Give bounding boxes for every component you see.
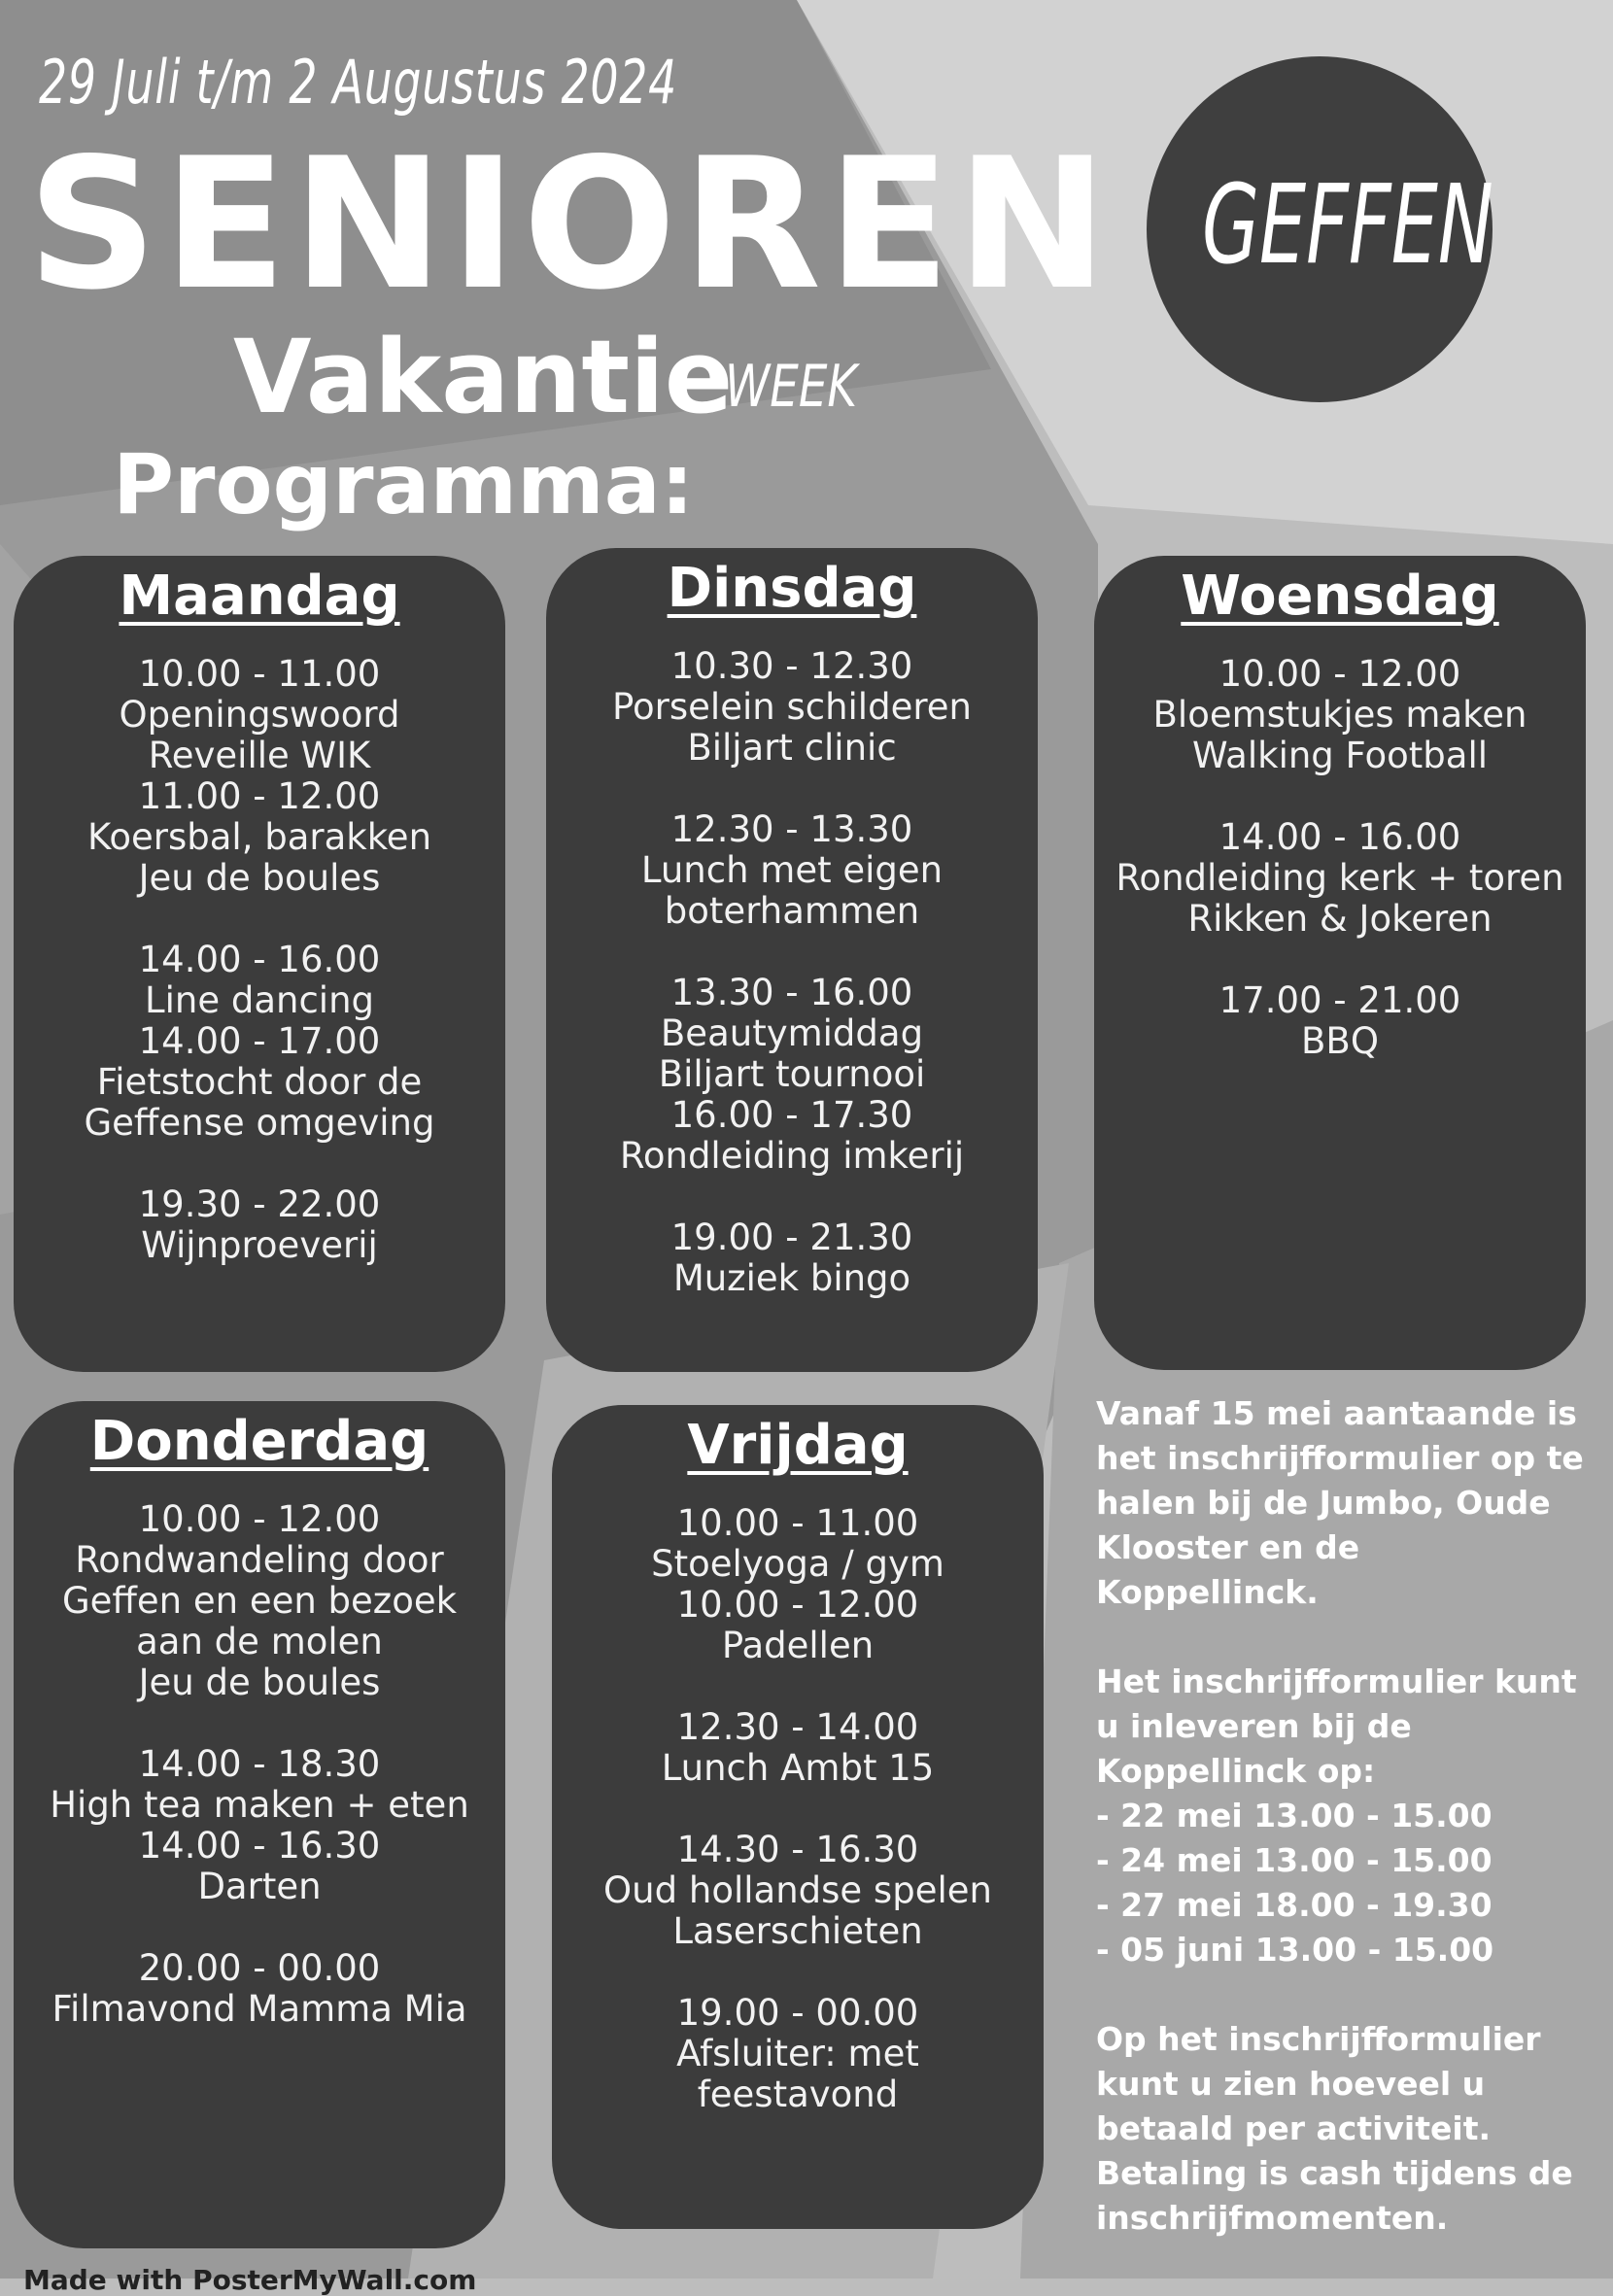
info-line: Op het inschrijfformulier xyxy=(1096,2020,1541,2058)
program-line: Lunch met eigen xyxy=(640,849,944,892)
program-line: Walking Football xyxy=(1191,735,1489,777)
info-line: Koppellinck op: xyxy=(1096,1752,1376,1790)
program-line: Beautymiddag xyxy=(660,1012,924,1055)
day-title: Woensdag xyxy=(1181,565,1499,628)
info-line: - 24 mei 13.00 - 15.00 xyxy=(1096,1841,1493,1879)
info-line: halen bij de Jumbo, Oude xyxy=(1096,1484,1551,1522)
program-line: Fietstocht door de xyxy=(96,1061,423,1104)
program-line xyxy=(552,1666,1044,1707)
program-line: 10.00 - 12.00 xyxy=(138,1498,381,1541)
program-line xyxy=(552,1789,1044,1830)
program-line: Rondwandeling door xyxy=(75,1539,444,1582)
program-line: Lunch Ambt 15 xyxy=(661,1747,935,1790)
program-line: 10.00 - 11.00 xyxy=(676,1502,919,1545)
program-line: Bloemstukjes maken xyxy=(1152,694,1527,737)
program-line xyxy=(14,1703,505,1744)
poster-title: SENIOREN xyxy=(27,119,1114,329)
day-card-maandag xyxy=(14,556,505,1372)
day-title: Dinsdag xyxy=(667,557,917,620)
day-title: Donderdag xyxy=(89,1410,429,1473)
poster-subtitle-suffix: WEEK xyxy=(725,353,858,421)
program-line: Geffense omgeving xyxy=(84,1102,435,1145)
program-line: Afsluiter: met xyxy=(676,2033,919,2075)
program-line: Rondleiding imkerij xyxy=(619,1135,965,1178)
program-line: Biljart tournooi xyxy=(658,1053,926,1096)
day-title: Vrijdag xyxy=(687,1414,909,1477)
program-line: 11.00 - 12.00 xyxy=(138,775,381,818)
program-line: 20.00 - 00.00 xyxy=(138,1947,381,1990)
program-line: Jeu de boules xyxy=(138,857,381,900)
program-line: 14.00 - 16.30 xyxy=(138,1825,381,1868)
program-line xyxy=(1094,776,1586,817)
poster-subtitle: Vakantie xyxy=(233,318,734,436)
program-line xyxy=(546,932,1038,973)
program-line xyxy=(1094,940,1586,980)
day-card-dinsdag xyxy=(546,548,1038,1372)
program-line: Line dancing xyxy=(144,979,375,1022)
info-line: Het inschrijfformulier kunt xyxy=(1096,1662,1577,1700)
program-line: 14.30 - 16.30 xyxy=(676,1829,919,1871)
program-line: Oud hollandse spelen xyxy=(603,1869,992,1912)
program-line xyxy=(14,1144,505,1184)
location-name: GEFFEN xyxy=(1201,162,1493,289)
info-line xyxy=(1096,1972,1601,2017)
info-line: kunt u zien hoeveel u xyxy=(1096,2065,1486,2103)
info-line: Betaling is cash tijdens de xyxy=(1096,2154,1573,2192)
program-line: Muziek bingo xyxy=(672,1257,911,1300)
program-line: Filmavond Mamma Mia xyxy=(51,1988,467,2031)
info-line: - 27 mei 18.00 - 19.30 xyxy=(1096,1886,1493,1924)
program-line: Darten xyxy=(197,1866,322,1908)
program-line: 10.00 - 11.00 xyxy=(138,653,381,696)
program-line: 13.30 - 16.00 xyxy=(670,972,913,1014)
program-line: Padellen xyxy=(721,1625,875,1667)
program-line: 14.00 - 16.00 xyxy=(1218,816,1461,859)
info-line: betaald per activiteit. xyxy=(1096,2109,1492,2147)
location-badge xyxy=(1147,56,1493,402)
program-line: Porselein schilderen xyxy=(612,686,972,729)
program-line: Rikken & Jokeren xyxy=(1187,898,1493,941)
info-line: Vanaf 15 mei aantaande is xyxy=(1096,1394,1577,1432)
event-date: 29 Juli t/m 2 Augustus 2024 xyxy=(39,47,678,118)
program-line: Stoelyoga / gym xyxy=(651,1543,944,1586)
info-line: Koppellinck. xyxy=(1096,1573,1319,1611)
program-line: Biljart clinic xyxy=(687,727,897,770)
program-line xyxy=(546,1177,1038,1217)
program-heading: Programma: xyxy=(113,436,695,533)
day-title: Maandag xyxy=(119,565,400,628)
program-line: Laserschieten xyxy=(672,1910,923,1953)
info-line: - 05 juni 13.00 - 15.00 xyxy=(1096,1931,1494,1969)
day-card-vrijdag xyxy=(552,1405,1044,2229)
program-line: High tea maken + eten xyxy=(50,1784,469,1827)
program-line: 12.30 - 14.00 xyxy=(676,1706,919,1749)
info-line: - 22 mei 13.00 - 15.00 xyxy=(1096,1797,1493,1834)
program-line: boterhammen xyxy=(664,890,920,933)
program-line: 10.30 - 12.30 xyxy=(670,645,913,688)
program-line: 19.00 - 00.00 xyxy=(676,1992,919,2035)
info-line: u inleveren bij de xyxy=(1096,1707,1412,1745)
program-line: 19.30 - 22.00 xyxy=(138,1183,381,1226)
info-line xyxy=(1096,1615,1601,1660)
program-line: 10.00 - 12.00 xyxy=(676,1584,919,1627)
footer-credit: Made with PosterMyWall.com xyxy=(23,2264,477,2296)
program-line: 12.30 - 13.30 xyxy=(670,808,913,851)
day-card-woensdag xyxy=(1094,556,1586,1370)
program-line: 10.00 - 12.00 xyxy=(1218,653,1461,696)
program-line: Reveille WIK xyxy=(148,735,371,777)
program-line: feestavond xyxy=(697,2073,899,2116)
program-line: Koersbal, barakken xyxy=(86,816,432,859)
program-line xyxy=(14,899,505,940)
program-line: 19.00 - 21.30 xyxy=(670,1217,913,1259)
program-line xyxy=(14,1907,505,1948)
program-line: 17.00 - 21.00 xyxy=(1218,979,1461,1022)
program-line xyxy=(552,1952,1044,1993)
program-line xyxy=(546,769,1038,809)
info-line: het inschrijfformulier op te xyxy=(1096,1439,1584,1477)
program-line: 14.00 - 18.30 xyxy=(138,1743,381,1786)
registration-info xyxy=(1096,1391,1601,2241)
program-line: 16.00 - 17.30 xyxy=(670,1094,913,1137)
program-line: aan de molen xyxy=(136,1621,383,1663)
program-line: BBQ xyxy=(1301,1020,1379,1063)
program-line: Jeu de boules xyxy=(138,1662,381,1704)
info-line: inschrijfmomenten. xyxy=(1096,2199,1449,2237)
info-line: Klooster en de xyxy=(1096,1528,1360,1566)
day-card-donderdag xyxy=(14,1401,505,2248)
program-line: 14.00 - 16.00 xyxy=(138,939,381,981)
program-line: Openingswoord xyxy=(119,694,400,737)
program-line: Rondleiding kerk + toren xyxy=(1115,857,1564,900)
program-line: 14.00 - 17.00 xyxy=(138,1020,381,1063)
program-line: Geffen en een bezoek xyxy=(61,1580,458,1623)
program-line: Wijnproeverij xyxy=(141,1224,378,1267)
